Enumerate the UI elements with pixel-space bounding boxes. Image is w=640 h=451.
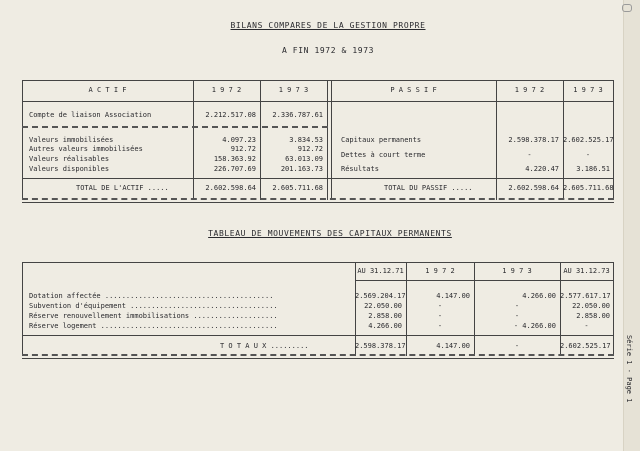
mouvement-row-1973: - 4.266.00 xyxy=(513,322,556,330)
compte-liaison-label: Compte de liaison Association xyxy=(29,111,152,119)
passif-row-1973: 3.186.51 xyxy=(576,165,610,173)
header-1973-right: 1 9 7 3 xyxy=(573,86,603,94)
header-1973-left: 1 9 7 3 xyxy=(278,86,309,94)
corner-mark xyxy=(622,4,632,12)
passif-row-label: Dettes à court terme xyxy=(341,151,426,159)
header-au-1973: AU 31.12.73 xyxy=(563,267,610,275)
mouvement-row-1973: - xyxy=(514,302,520,310)
header-1972: 1 9 7 2 xyxy=(425,267,455,275)
total-passif-1972: 2.602.598.64 xyxy=(508,184,559,192)
total-passif-label: TOTAL DU PASSIF ..... xyxy=(384,184,473,192)
mouvement-row-1972: - xyxy=(437,322,443,330)
passif-row-1972: - xyxy=(527,151,532,159)
actif-row-1972: 158.363.92 xyxy=(213,155,256,163)
mouvements-title: TABLEAU DE MOUVEMENTS DES CAPITAUX PERMANENTS xyxy=(208,229,452,238)
mouvement-row-label: Subvention d'équipement ................................... xyxy=(29,302,278,310)
mouvement-row-au73: - xyxy=(584,322,589,330)
total-passif-1973: 2.605.711.68 xyxy=(563,184,614,192)
actif-row-1973: 3.834.53 xyxy=(289,136,323,144)
passif-row-label: Résultats xyxy=(341,165,379,173)
mouvement-row-1973: 4.266.00 xyxy=(522,292,556,300)
mouvement-row-1972: - xyxy=(437,302,443,310)
mouvement-row-1972: 4.147.00 xyxy=(436,292,470,300)
totaux-1972: 4.147.00 xyxy=(436,342,470,350)
compte-liaison-1973: 2.336.787.61 xyxy=(272,111,323,119)
totaux-label: T O T A U X ......... xyxy=(220,342,309,350)
mouvement-row-au71: 4.266.00 xyxy=(368,322,402,330)
side-note: Série 1 - Page 1 xyxy=(625,335,633,403)
header-1972-left: 1 9 7 2 xyxy=(211,86,242,94)
passif-row-1972: 2.598.378.17 xyxy=(508,136,559,144)
passif-row-1972: 4.220.47 xyxy=(525,165,559,173)
actif-row-1972: 912.72 xyxy=(230,145,256,153)
actif-row-1973: 912.72 xyxy=(297,145,323,153)
mouvement-row-label: Réserve renouvellement immobilisations .................... xyxy=(29,312,278,320)
mouvement-row-1973: - xyxy=(514,312,520,320)
mouvement-row-au73: 2.577.617.17 xyxy=(560,292,611,300)
header-1973: 1 9 7 3 xyxy=(502,267,532,275)
total-actif-1972: 2.602.598.64 xyxy=(205,184,256,192)
actif-row-1972: 4.097.23 xyxy=(222,136,256,144)
mouvement-row-au71: 2.858.00 xyxy=(368,312,402,320)
total-actif-label: TOTAL DE L'ACTIF ..... xyxy=(76,184,169,192)
mouvement-row-au71: 22.050.00 xyxy=(364,302,402,310)
totaux-au73: 2.602.525.17 xyxy=(560,342,611,350)
totaux-1973: - xyxy=(514,342,520,350)
actif-row-1973: 201.163.73 xyxy=(280,165,323,173)
mouvement-row-au73: 2.858.00 xyxy=(576,312,610,320)
passif-row-1973: 2.602.525.17 xyxy=(563,136,614,144)
mouvement-row-label: Dotation affectée ........................................ xyxy=(29,292,274,300)
actif-row-1973: 63.013.09 xyxy=(285,155,323,163)
bilans-subtitle: A FIN 1972 & 1973 xyxy=(281,46,375,55)
total-actif-1973: 2.605.711.68 xyxy=(272,184,323,192)
passif-row-label: Capitaux permanents xyxy=(341,136,422,144)
mouvement-row-1972: - xyxy=(437,312,443,320)
actif-row-label: Valeurs disponibles xyxy=(29,165,110,173)
mouvement-row-au73: 22.050.00 xyxy=(572,302,610,310)
mouvement-row-au71: 2.569.204.17 xyxy=(355,292,406,300)
actif-row-label: Valeurs immobilisées xyxy=(29,136,114,144)
passif-row-1973: - xyxy=(585,151,591,159)
header-1972-right: 1 9 7 2 xyxy=(514,86,545,94)
header-au-1971: AU 31.12.71 xyxy=(357,267,404,275)
actif-row-label: Autres valeurs immobilisées xyxy=(29,145,143,153)
header-passif: P A S S I F xyxy=(390,86,437,94)
compte-liaison-1972: 2.212.517.08 xyxy=(205,111,256,119)
mouvement-row-label: Réserve logement .......................................... xyxy=(29,322,278,330)
totaux-au71: 2.598.378.17 xyxy=(355,342,406,350)
actif-row-1972: 226.707.69 xyxy=(213,165,256,173)
actif-row-label: Valeurs réalisables xyxy=(29,155,110,163)
header-actif: A C T I F xyxy=(88,86,127,94)
bilans-title: BILANS COMPARES DE LA GESTION PROPRE xyxy=(230,21,426,30)
